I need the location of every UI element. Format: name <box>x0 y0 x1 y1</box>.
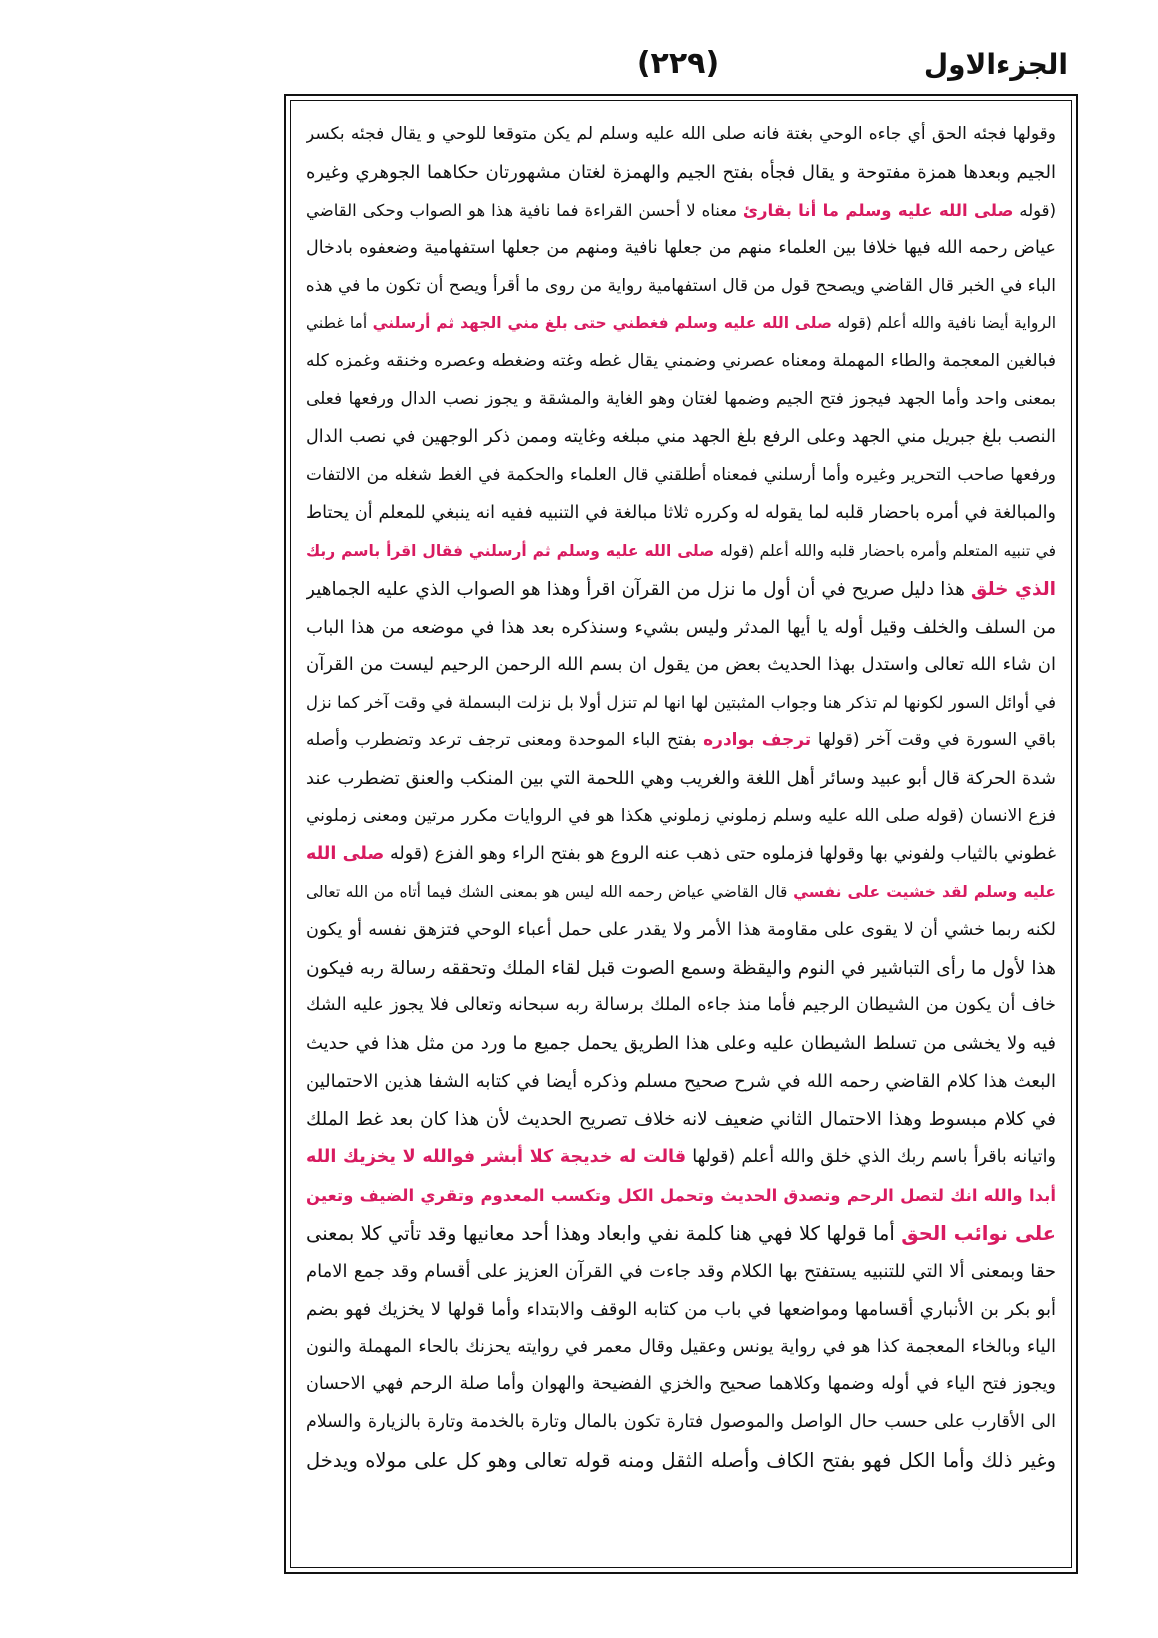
text-line <box>306 268 1056 306</box>
text-line <box>306 154 1056 192</box>
text-line <box>306 1139 1056 1177</box>
text-line <box>306 684 1056 722</box>
text-line <box>306 1366 1056 1404</box>
text-segment: بمعنى واحد وأما الجهد فيجوز فتح الجيم وضمها لغتان وهو الغاية والمشقة و يجوز نصب الدال ورفعها فعلى <box>306 389 1056 410</box>
text-line <box>306 457 1056 495</box>
text-line <box>306 419 1056 457</box>
text-line <box>306 760 1056 798</box>
text-body <box>306 116 1056 1556</box>
text-line <box>306 192 1056 230</box>
text-line <box>306 1329 1056 1367</box>
text-segment: بفتح الباء الموحدة ومعنى ترجف ترعد وتضطرب وأصله <box>306 730 704 751</box>
highlighted-quote: الذي خلق <box>970 578 1056 600</box>
text-line <box>306 230 1056 268</box>
text-segment: شدة الحركة قال أبو عبيد وسائر أهل اللغة والغريب وهي اللحمة التي بين المنكب والعنق تضطرب عند <box>306 768 1056 790</box>
text-segment: واتيانه باقرأ باسم ربك الذي خلق والله أعلم (قولها <box>686 1147 1056 1168</box>
text-segment: النصب بلغ جبريل مني الجهد وعلى الرفع بلغ الجهد مني مبلغه وغايته وممن ذكر الوجهين في نصب الدال <box>306 427 1056 448</box>
text-segment: هذا لأول ما رأى التباشير في النوم واليقظة وسمع الصوت قبل لقاء الملك وتحققه رسالة ربه فيكون <box>306 957 1056 979</box>
text-line <box>306 836 1056 874</box>
volume-label: الجزءالاول <box>923 48 1068 81</box>
highlighted-quote: أبدا والله انك لتصل الرحم وتصدق الحديث وتحمل الكل وتكسب المعدوم وتقري الضيف وتعين <box>306 1185 1056 1205</box>
text-segment: خاف أن يكون من الشيطان الرجيم فأما منذ جاءه الملك برسالة ربه سبحانه وتعالى فلا يجوز عليه الشك <box>306 995 1056 1016</box>
page-header <box>288 42 1068 92</box>
highlighted-quote: صلى الله عليه وسلم ما أنا بقارئ <box>742 200 1014 220</box>
text-segment: فيه ولا يخشى من تسلط الشيطان عليه وعلى هذا الطريق يحمل جميع ما ورد من مثل هذا في حديث <box>306 1033 1056 1055</box>
text-line <box>306 1177 1056 1215</box>
text-line <box>306 874 1056 912</box>
text-line <box>306 1025 1056 1063</box>
text-segment: في كلام مبسوط وهذا الاحتمال الثاني ضعيف لانه خلاف تصريح الحديث لأن هذا كان بعد غط الملك <box>306 1109 1056 1131</box>
text-segment: والمبالغة في أمره باحضار قلبه لما يقوله له وكرره ثلاثا مبالغة في التنبيه ففيه انه ينبغي للمعلم أن يحتاط <box>306 502 1056 523</box>
text-line <box>306 1253 1056 1291</box>
text-line <box>306 1063 1056 1101</box>
text-line <box>306 950 1056 988</box>
text-line <box>306 912 1056 950</box>
text-segment: الى الأقارب على حسب حال الواصل والموصول فتارة تكون بالمال وتارة بالخدمة وتارة بالزيارة والسلام <box>306 1412 1056 1433</box>
text-line <box>306 1291 1056 1329</box>
text-segment: هذا دليل صريح في أن أول ما نزل من القرآن اقرأ وهذا هو الصواب الذي عليه الجماهير <box>306 578 971 600</box>
highlighted-quote: قالت له خديجة كلا أبشر فوالله لا يخزيك الله <box>306 1147 687 1168</box>
text-line <box>306 533 1056 571</box>
text-segment: غطوني بالثياب ولفوني بها وقولها فزملوه حتى ذهب عنه الروع هو بفتح الراء وهو الفزع (قوله <box>384 843 1056 864</box>
text-segment: من السلف والخلف وقيل أوله يا أيها المدثر وليس بشيء وسنذكره بعد هذا في موضعه من هذا الباب <box>306 616 1056 638</box>
highlighted-quote: على نوائب الحق <box>901 1221 1056 1245</box>
text-line <box>306 571 1056 609</box>
text-segment: (قوله <box>1013 200 1056 220</box>
text-line <box>306 1215 1056 1253</box>
text-line <box>306 116 1056 154</box>
text-segment: الباء في الخبر قال القاضي ويصحح قول من قال استفهامية رواية من روى ما أقرأ ويصح أن تكون ما في هذه <box>306 275 1056 296</box>
text-segment: الرواية أيضا نافية والله أعلم (قوله <box>831 314 1056 333</box>
text-segment: وقولها فجئه الحق أي جاءه الوحي بغتة فانه صلى الله عليه وسلم لم يكن متوقعا للوحي و يقال فجئه بكسر <box>306 124 1056 144</box>
highlighted-quote: عليه وسلم لقد خشيت على نفسي <box>793 882 1056 901</box>
text-segment: فزع الانسان (قوله صلى الله عليه وسلم زملوني زملوني هكذا هو في الروايات مكرر مرتين ومعنى زملوني <box>306 806 1056 827</box>
text-segment: في تنبيه المتعلم وأمره باحضار قلبه والله أعلم (قوله <box>714 541 1056 560</box>
text-line <box>306 646 1056 684</box>
text-segment: معناه لا أحسن القراءة فما نافية هذا هو الصواب وحكى القاضي <box>306 200 743 220</box>
text-line <box>306 495 1056 533</box>
text-segment: الياء وبالخاء المعجمة كذا هو في رواية يونس وعقيل وقال معمر في روايته يحزنك بالحاء المهملة والنون <box>306 1336 1056 1357</box>
text-segment: باقي السورة في وقت آخر (قولها <box>811 730 1056 751</box>
page-number: (٢٢٩) <box>636 46 720 81</box>
text-segment: لكنه ربما خشي أن لا يقوى على مقاومة هذا الأمر ولا يقدر على حمل أعباء الوحي فتزهق نفسه أو يكون <box>306 919 1056 940</box>
text-line <box>306 1101 1056 1139</box>
text-segment: البعث هذا كلام القاضي رحمه الله في شرح صحيح مسلم وذكره أيضا في كتابه الشفا هذين الاحتمالين <box>306 1071 1056 1093</box>
text-segment: فبالغين المعجمة والطاء المهملة ومعناه عصرني وضمني يقال غطه وغته وضغطه وعصره وخنقه وغمزه كله <box>306 351 1056 372</box>
highlighted-quote: ترجف بوادره <box>703 730 812 751</box>
text-segment: وغير ذلك وأما الكل فهو بفتح الكاف وأصله الثقل ومنه قوله تعالى وهو كل على مولاه ويدخل <box>306 1449 1056 1473</box>
highlighted-quote: صلى الله عليه وسلم فغطني حتى بلغ مني الجهد ثم أرسلني <box>372 314 832 333</box>
highlighted-quote: صلى الله <box>306 843 385 864</box>
text-line <box>306 343 1056 381</box>
text-line <box>306 305 1056 343</box>
highlighted-quote: صلى الله عليه وسلم ثم أرسلني فقال اقرأ باسم ربك <box>306 541 715 560</box>
text-segment: أبو بكر بن الأنباري أقسامها ومواضعها في باب من كتابه الوقف والابتداء وأما قولها لا يخزيك فهو بضم <box>306 1298 1056 1320</box>
text-line <box>306 1442 1056 1480</box>
text-line <box>306 987 1056 1025</box>
text-line <box>306 798 1056 836</box>
text-segment: ورفعها صاحب التحرير وغيره وأما أرسلني فمعناه أطلقني قال العلماء والحكمة في الغط شغله من الالتفات <box>306 465 1056 486</box>
text-line <box>306 381 1056 419</box>
text-segment: أما قولها كلا فهي هنا كلمة نفي وابعاد وهذا أحد معانيها وقد تأتي كلا بمعنى <box>306 1221 902 1245</box>
text-segment: أما غطني <box>306 314 373 333</box>
text-segment: حقا وبمعنى ألا التي للتنبيه يستفتح بها الكلام وقد جاءت في القرآن العزيز على أقسام وقد جمع الامام <box>306 1260 1056 1282</box>
text-line <box>306 1404 1056 1442</box>
text-segment: في أوائل السور لكونها لم تذكر هنا وجواب المثبتين لها انها لم تنزل أولا بل نزلت البسملة في وقت آخر كما نزل <box>306 693 1056 713</box>
text-segment: الجيم وبعدها همزة مفتوحة و يقال فجأه بفتح الجيم والهمزة لغتان مشهورتان حكاهما الجوهري وغيره <box>306 161 1056 183</box>
text-line <box>306 609 1056 647</box>
text-segment: عياض رحمه الله فيها خلافا بين العلماء منهم من جعلها نافية ومنهم من جعلها استفهامية وضعفوه بادخال <box>306 237 1056 258</box>
text-segment: ان شاء الله تعالى واستدل بهذا الحديث بعض من يقول ان بسم الله الرحمن الرحيم ليست من القرآن <box>306 654 1056 676</box>
text-segment: قال القاضي عياض رحمه الله ليس هو بمعنى الشك فيما أتاه من الله تعالى <box>306 882 794 901</box>
text-segment: ويجوز فتح الياء في أوله وضمها وكلاهما صحيح والخزي الفضيحة والهوان وأما صلة الرحم فهي الاحسان <box>306 1374 1056 1395</box>
text-line <box>306 722 1056 760</box>
